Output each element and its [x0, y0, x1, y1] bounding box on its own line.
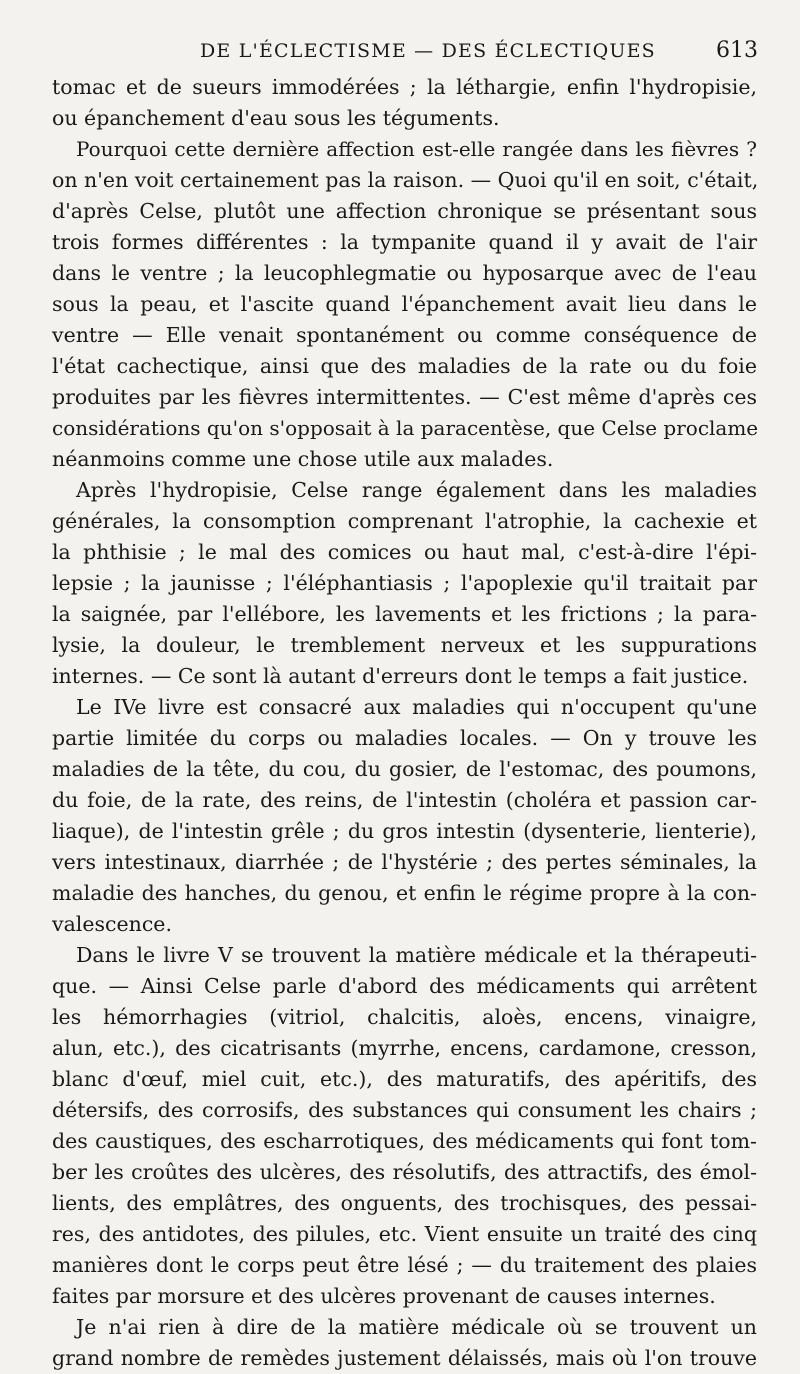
text-line: des caustiques, des escharrotiques, des médicaments qui font tom-	[52, 1129, 757, 1153]
text-line: alun, etc.), des cicatrisants (myrrhe, encens, cardamone, cresson,	[52, 1036, 757, 1060]
text-line: générales, la consomption comprenant l'atrophie, la cachexie et	[52, 509, 757, 533]
text-line: considérations qu'on s'opposait à la paracentèse, que Celse proclame	[52, 416, 759, 440]
text-line: ventre — Elle venait spontanément ou comme conséquence de	[52, 323, 757, 347]
text-line: ber les croûtes des ulcères, des résolutifs, des attractifs, des émol-	[52, 1160, 757, 1184]
text-line: grand nombre de remèdes justement délaissés, mais où l'on trouve	[52, 1346, 757, 1370]
text-line: Pourquoi cette dernière affection est-elle rangée dans les fièvres ?	[76, 137, 757, 161]
text-line: lients, des emplâtres, des onguents, des trochisques, des pessai-	[52, 1191, 757, 1215]
text-line: valescence.	[52, 912, 172, 936]
text-line: la saignée, par l'ellébore, les lavements et les frictions ; la para-	[52, 602, 757, 626]
text-line: les hémorrhagies (vitriol, chalcitis, aloès, encens, vinaigre,	[52, 1005, 757, 1029]
text-line: maladie des hanches, du genou, et enfin le régime propre à la con-	[52, 881, 757, 905]
text-line: trois formes différentes : la tympanite quand il y avait de l'air	[52, 230, 757, 254]
text-line: produites par les fièvres intermittentes. — C'est même d'après ces	[52, 385, 757, 409]
running-title: DE L'ÉCLECTISME — DES ÉCLECTIQUES	[200, 40, 656, 62]
text-line: sous la peau, et l'ascite quand l'épanchement avait lieu dans le	[52, 292, 757, 316]
text-line: on n'en voit certainement pas la raison. — Quoi qu'il en soit, c'était,	[52, 168, 759, 192]
text-line: faites par morsure et des ulcères provenant de causes internes.	[52, 1284, 716, 1308]
text-line: Dans le livre V se trouvent la matière médicale et la thérapeuti-	[76, 943, 757, 967]
text-line: res, des antidotes, des pilules, etc. Vient ensuite un traité des cinq	[52, 1222, 757, 1246]
text-line: d'après Celse, plutôt une affection chronique se présentant sous	[52, 199, 757, 223]
text-line: Le IVe livre est consacré aux maladies qui n'occupent qu'une	[76, 695, 757, 719]
text-line: vers intestinaux, diarrhée ; de l'hystérie ; des pertes séminales, la	[52, 850, 757, 874]
text-line: ou épanchement d'eau sous les téguments.	[52, 106, 500, 130]
text-line: lysie, la douleur, le tremblement nerveux et les suppurations	[52, 633, 757, 657]
text-line: la phthisie ; le mal des comices ou haut mal, c'est-à-dire l'épi-	[52, 540, 757, 564]
text-line: du foie, de la rate, des reins, de l'intestin (choléra et passion car-	[52, 788, 757, 812]
body-text	[52, 72, 757, 1374]
text-line: partie limitée du corps ou maladies locales. — On y trouve les	[52, 726, 757, 750]
text-line: dans le ventre ; la leucophlegmatie ou hyposarque avec de l'eau	[52, 261, 757, 285]
text-line: l'état cachectique, ainsi que des maladies de la rate ou du foie	[52, 354, 757, 378]
text-line: tomac et de sueurs immodérées ; la léthargie, enfin l'hydropisie,	[52, 75, 757, 99]
page-number: 613	[716, 38, 758, 63]
text-line: lepsie ; la jaunisse ; l'éléphantiasis ; l'apoplexie qu'il traitait par	[52, 571, 757, 595]
text-line: Après l'hydropisie, Celse range également dans les maladies	[76, 478, 757, 502]
text-line: néanmoins comme une chose utile aux malades.	[52, 447, 554, 471]
text-line: manières dont le corps peut être lésé ; — du traitement des plaies	[52, 1253, 757, 1277]
text-line: blanc d'œuf, miel cuit, etc.), des maturatifs, des apéritifs, des	[52, 1067, 757, 1091]
text-line: internes. — Ce sont là autant d'erreurs dont le temps a fait justice.	[52, 664, 749, 688]
page-header	[52, 36, 758, 70]
text-line: liaque), de l'intestin grêle ; du gros intestin (dysenterie, lienterie),	[52, 819, 757, 843]
text-line: Je n'ai rien à dire de la matière médicale où se trouvent un	[76, 1315, 757, 1339]
text-line: que. — Ainsi Celse parle d'abord des médicaments qui arrêtent	[52, 974, 757, 998]
text-line: maladies de la tête, du cou, du gosier, de l'estomac, des poumons,	[52, 757, 757, 781]
text-line: détersifs, des corrosifs, des substances qui consument les chairs ;	[52, 1098, 757, 1122]
